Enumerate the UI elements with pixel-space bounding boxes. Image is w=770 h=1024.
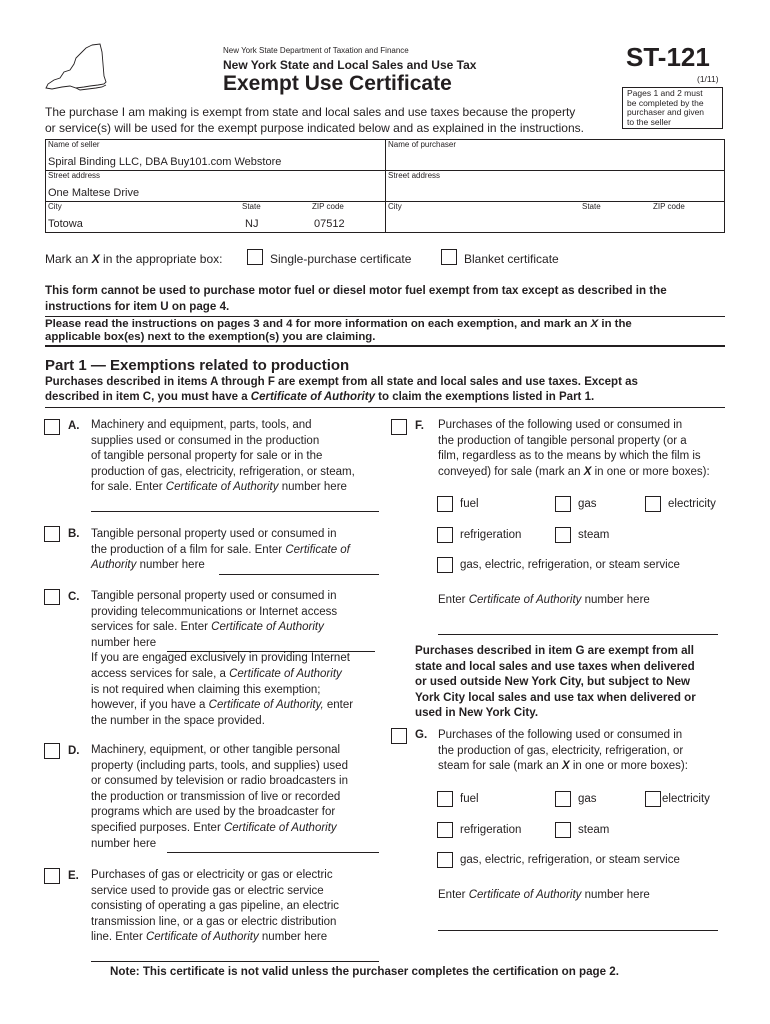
single-purchase-checkbox[interactable] — [247, 249, 263, 265]
item-f-gas-label: gas — [578, 498, 597, 510]
seller-city-field[interactable]: Totowa — [48, 218, 83, 230]
item-g-letter: G. — [415, 729, 428, 741]
item-c-letter: C. — [68, 591, 80, 603]
completion-note-line: to the seller — [627, 116, 671, 127]
completion-note-box — [622, 87, 723, 129]
intro-line-2: or service(s) will be used for the exempt purpose indicated below and as explained in the instructions. — [45, 121, 584, 135]
item-f-refrigeration-checkbox[interactable] — [437, 527, 453, 543]
item-g-gas-checkbox[interactable] — [555, 791, 571, 807]
item-f-service-checkbox[interactable] — [437, 557, 453, 573]
item-g-checkbox[interactable] — [391, 728, 407, 744]
purchaser-zip-field[interactable] — [653, 212, 721, 230]
item-a-authority-field[interactable] — [91, 511, 379, 512]
purchaser-city-field[interactable] — [388, 212, 578, 230]
item-e-text: Purchases of gas or electricity or gas or electric service used to provide gas or electric service consisting of operating a gas pipeline, an electric transmission line, or a gas or electric distribution line. Enter Certificate of Authority number here — [91, 869, 340, 944]
purchaser-name-field[interactable] — [388, 150, 722, 168]
seller-name-label: Name of seller — [48, 140, 100, 149]
item-e-authority-field[interactable] — [91, 961, 379, 962]
item-f-refrigeration-label: refrigeration — [460, 529, 522, 541]
item-g-steam-label: steam — [578, 824, 610, 836]
item-g-fuel-checkbox[interactable] — [437, 791, 453, 807]
seller-state-field[interactable]: NJ — [245, 218, 259, 230]
item-f-gas-checkbox[interactable] — [555, 496, 571, 512]
item-g-steam-checkbox[interactable] — [555, 822, 571, 838]
item-f-electricity-checkbox[interactable] — [645, 496, 661, 512]
completion-note-line: purchaser and given — [627, 107, 705, 118]
item-f-electricity-label: electricity — [668, 498, 716, 510]
item-d-letter: D. — [68, 745, 80, 757]
item-f-letter: F. — [415, 420, 424, 432]
purchaser-street-label: Street address — [388, 171, 441, 180]
item-c-authority-field[interactable] — [167, 651, 375, 652]
item-g-fuel-label: fuel — [460, 793, 479, 805]
item-g-service-label: gas, electric, refrigeration, or steam service — [460, 854, 680, 866]
purchaser-city-label: City — [388, 202, 402, 211]
item-c-text: Tangible personal property used or consumed in providing telecommunications or Internet access services for sale. Enter Certificate of Authority number here If you are engaged exclusively in providing Internet access services for sale, a Certificate of Authority is not required when claiming this exemption; however, if you have a Certificate of Authority, enter the number in the space provided. — [91, 590, 354, 727]
seller-street-label: Street address — [48, 171, 101, 180]
item-f-authority-field[interactable] — [438, 634, 718, 635]
form-number: ST-121 — [626, 42, 710, 72]
part1-heading: Part 1 — Exemptions related to production — [45, 357, 350, 374]
completion-note-line: be completed by the — [627, 97, 704, 108]
blanket-checkbox[interactable] — [441, 249, 457, 265]
purchaser-state-field[interactable] — [582, 212, 642, 230]
item-f-fuel-label: fuel — [460, 498, 479, 510]
seller-city-label: City — [48, 202, 62, 211]
item-g-authority-prompt: Enter Certificate of Authority number here — [438, 889, 650, 901]
item-b-text: Tangible personal property used or consumed in the production of a film for sale. Enter Certificate of Authority number here — [91, 528, 350, 572]
seller-name-field[interactable]: Spiral Binding LLC, DBA Buy101.com Webstore — [48, 156, 282, 168]
item-g-text: Purchases of the following used or consumed in the production of gas, electricity, refrigeration, or steam for sale (mark an X in one or more boxes): — [438, 729, 688, 773]
form-subtitle: New York State and Local Sales and Use Tax — [223, 58, 477, 72]
item-f-steam-label: steam — [578, 529, 610, 541]
purchaser-street-field[interactable] — [388, 181, 722, 199]
intro-line-1: The purchase I am making is exempt from state and local sales and use taxes because the property — [45, 105, 576, 119]
item-f-steam-checkbox[interactable] — [555, 527, 571, 543]
item-d-authority-field[interactable] — [167, 852, 379, 853]
item-e-letter: E. — [68, 870, 79, 882]
item-f-fuel-checkbox[interactable] — [437, 496, 453, 512]
footer-note: Note: This certificate is not valid unless the purchaser completes the certification on page 2. — [110, 965, 619, 978]
cert-type-prompt: Mark an X in the appropriate box: — [45, 252, 223, 266]
item-a-checkbox[interactable] — [44, 419, 60, 435]
item-g-gas-label: gas — [578, 793, 597, 805]
item-d-checkbox[interactable] — [44, 743, 60, 759]
item-g-authority-field[interactable] — [438, 930, 718, 931]
blanket-label: Blanket certificate — [464, 252, 559, 266]
item-a-text: Machinery and equipment, parts, tools, and supplies used or consumed in the production of tangible personal property for sale or in the production of gas, electricity, refrigeration, or steam, for sale. Enter Certificate of Authority number here — [91, 419, 355, 494]
item-g-electricity-label: electricity — [662, 793, 710, 805]
purchaser-name-label: Name of purchaser — [388, 140, 457, 149]
item-e-checkbox[interactable] — [44, 868, 60, 884]
department-name: New York State Department of Taxation and Finance — [223, 46, 409, 55]
item-c-checkbox[interactable] — [44, 589, 60, 605]
item-g-intro: Purchases described in item G are exempt from all state and local sales and use taxes when delivered or used outside New York City, but subject to New York City local sales and use tax when delivered or used in New York City. — [415, 644, 696, 720]
form-title: Exempt Use Certificate — [223, 72, 452, 95]
item-b-authority-field[interactable] — [219, 574, 379, 575]
item-f-authority-prompt: Enter Certificate of Authority number here — [438, 594, 650, 606]
instructions-line-1: Please read the instructions on pages 3 and 4 for more information on each exemption, and mark an X in the — [45, 318, 632, 330]
part1-sub-line-2: described in item C, you must have a Certificate of Authority to claim the exemptions listed in Part 1. — [45, 391, 595, 403]
item-g-refrigeration-label: refrigeration — [460, 824, 522, 836]
seller-street-field[interactable]: One Maltese Drive — [48, 187, 140, 199]
ny-state-logo — [40, 42, 112, 92]
item-g-refrigeration-checkbox[interactable] — [437, 822, 453, 838]
warning-line-2: instructions for item U on page 4. — [45, 300, 230, 313]
purchaser-zip-label: ZIP code — [653, 202, 685, 211]
warning-line-1: This form cannot be used to purchase motor fuel or diesel motor fuel exempt from tax except as described in the — [45, 284, 667, 297]
single-purchase-label: Single-purchase certificate — [270, 252, 412, 266]
item-f-text: Purchases of the following used or consumed in the production of tangible personal property (or a film, regardless as to the means by which the film is conveyed) for sale (mark an X in one or more boxes): — [438, 419, 710, 478]
item-f-service-label: gas, electric, refrigeration, or steam service — [460, 559, 680, 571]
item-f-checkbox[interactable] — [391, 419, 407, 435]
seller-zip-label: ZIP code — [312, 202, 344, 211]
part1-sub-line-1: Purchases described in items A through F are exempt from all state and local sales and use taxes. Except as — [45, 376, 638, 388]
purchaser-state-label: State — [582, 202, 601, 211]
item-d-text: Machinery, equipment, or other tangible personal property (including parts, tools, and supplies) used or consumed by television or radio broadcasters in the production or transmission of live or recorded programs which are used by the broadcaster for specified purposes. Enter Certificate of Authority number here — [91, 744, 348, 850]
instructions-line-2: applicable box(es) next to the exemption(s) you are claiming. — [45, 331, 376, 343]
form-revision: (1/11) — [697, 74, 719, 84]
item-g-service-checkbox[interactable] — [437, 852, 453, 868]
completion-note-line: Pages 1 and 2 must — [627, 88, 703, 98]
seller-state-label: State — [242, 202, 261, 211]
item-b-letter: B. — [68, 528, 80, 540]
item-b-checkbox[interactable] — [44, 526, 60, 542]
item-g-electricity-checkbox[interactable] — [645, 791, 661, 807]
seller-zip-field[interactable]: 07512 — [314, 218, 345, 230]
item-a-letter: A. — [68, 420, 80, 432]
